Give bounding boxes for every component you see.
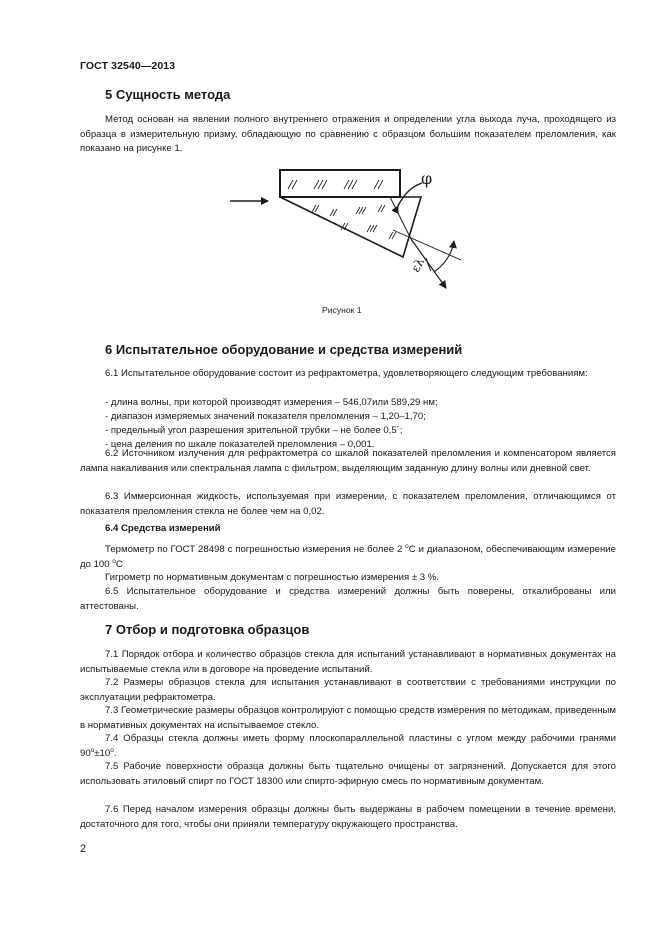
paragraph-7-4-text-c: . (113, 747, 117, 759)
measuring-prism (280, 197, 421, 257)
paragraph-7-6: 7.6 Перед началом измерения образцы должны быть выдержаны в рабочем помещении в течение времени, достаточного для того, чтобы они приняли температуру окружающего пространства. (80, 804, 616, 830)
paragraph-6-3: 6.3 Иммерсионная жидкость, используемая при измерении, с показателем преломления, отличающимся от показателя преломления стекла не более чем на 0,02. (80, 491, 616, 517)
angle-phi-arc (398, 183, 422, 206)
document-code: ГОСТ 32540—2013 (80, 60, 176, 72)
page-number: 2 (80, 843, 87, 855)
section-6-title: 6 Испытательное оборудование и средства измерений (105, 342, 463, 357)
paragraph-7-3: 7.3 Геометрические размеры образцов контролируют с помощью средств измерения по методикам, приведенным в нормативных документах на испытываемое стекло. (80, 705, 616, 731)
angle-epsilon-arc-lower (426, 258, 431, 271)
degree-mark: о (405, 543, 409, 550)
paragraph-7-4-text-b: ±10 (94, 747, 111, 759)
refracted-ray (390, 197, 411, 239)
degree-mark: о (112, 557, 116, 565)
requirement-item: - предельный угол разрешения зрительной трубки – не более 0,5´; (105, 425, 403, 436)
section-7-title: 7 Отбор и подготовка образцов (105, 622, 310, 637)
hygrometer-paragraph: Гигрометр по нормативным документам с погрешностью измерения ± 3 %. (105, 572, 439, 583)
paragraph-7-1: 7.1 Порядок отбора и количество образцов стекла для испытаний устанавливают в нормативных документах на испытываемые стекла или в договоре на проведение испытаний. (80, 649, 616, 675)
thermometer-text-b: С и диапазоном, обеспечивающим измерение до 100 (80, 544, 616, 570)
paragraph-7-4 (80, 732, 616, 761)
requirement-item: - длина волны, при которой производят измерения – 546,07или 589,29 нм; (105, 397, 438, 408)
subsection-6-4-title: 6.4 Средства измерений (105, 523, 221, 534)
paragraph-6-1: 6.1 Испытательное оборудование состоит из рефрактометра, удовлетворяющего следующим требованиям: (105, 368, 588, 379)
paragraph-7-2: 7.2 Размеры образцов стекла для испытания устанавливают в соответствии с требованиями инструкции по эксплуатации рефрактометра. (80, 677, 616, 703)
sample-plate (280, 170, 400, 197)
thermometer-text-c: С (115, 558, 123, 570)
angle-phi-label: φ (421, 169, 433, 188)
sample-hatching (288, 180, 383, 189)
degree-mark: о (110, 746, 114, 754)
paragraph-7-5: 7.5 Рабочие поверхности образца должны быть тщательно очищены от загрязнений. Допускается для этого использовать этиловый спирт по ГОСТ 18300 или спирто-эфирную смесь по нормативным документам. (80, 761, 616, 787)
paragraph-6-5: 6.5 Испытательное оборудование и средства измерений должны быть поверены, откалиброваны или аттестованы. (80, 586, 616, 612)
figure-caption: Рисунок 1 (322, 305, 362, 315)
paragraph-7-4-text-a: 7.4 Образцы стекла должны иметь форму плоскопараллельной пластины с углом между рабочими гранями 90 (80, 733, 616, 759)
paragraph-6-2: 6.2 Источником излучения для рефрактометра со шкалой показателей преломления и компенсатором является лампа накаливания или спектральная лампа с фильтром, выделяющим заданную длину волны или дневной свет. (80, 448, 616, 474)
angle-epsilon-lambda-label: ελ (408, 255, 428, 275)
section-5-title: 5 Сущность метода (105, 87, 231, 102)
degree-mark: о (90, 746, 95, 754)
section-5-paragraph: Метод основан на явлении полного внутреннего отражения и определении угла выхода луча, проходящего из образца в измерительную призму, обладающую по сравнению с образцом большим показателем преломления, как показано на рисунке 1. (80, 114, 616, 155)
angle-epsilon-arc (434, 241, 454, 272)
requirement-item: - диапазон измеряемых значений показателя преломления – 1,20–1,70; (105, 411, 426, 422)
requirement-item: - цена деления по шкале показателей преломления – 0,001. (105, 439, 375, 450)
thermometer-paragraph (80, 543, 616, 572)
thermometer-text-a: Термометр по ГОСТ 28498 с погрешностью измерения не более 2 (105, 544, 406, 555)
